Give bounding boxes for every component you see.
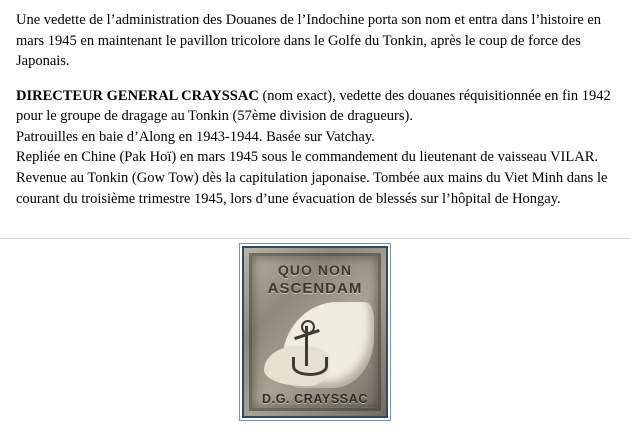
motto-word-1: QUO [278,262,313,278]
motto-word-2: NON [317,262,352,278]
motto-word-3: ASCENDAM [267,279,363,297]
history-line-1: Patrouilles en baie d’Along en 1943-1944. Basée sur Vatchay. [16,128,375,145]
plaque-image-area [0,239,630,440]
text-block [0,0,630,209]
plaque-surface [242,246,388,418]
ship-paragraph [16,86,614,127]
intro-paragraph: Une vedette de l’administration des Douanes de l’Indochine porta son nom et entra dans l’histoire en mars 1945 en maintenant le pavillon tricolore dans le Golfe du Tonkin, après le coup de force des Japonais. [16,12,602,70]
anchor-arms [292,357,328,376]
history-line-3: Revenue au Tonkin (Gow Tow) dès la capitulation japonaise. Tombée aux mains du Viet Minh dans le courant du troisième trimestre 1945, lors d’une évacuation de blessés sur l’hôpital de Hongay. [16,170,608,207]
ship-name: DIRECTEUR GENERAL CRAYSSAC [16,87,259,104]
plaque-frame [239,243,391,421]
plaque-artwork [254,296,376,388]
plaque-caption: D.G. CRAYSSAC [262,392,368,406]
anchor-icon [290,320,324,376]
history-line-2: Repliée en Chine (Pak Hoï) en mars 1945 sous le commandement du lieutenant de vaisseau VILAR. [16,149,599,166]
ship-name-detail: (nom exact), vedette des douanes réquisitionnée en fin 1942 pour le groupe de dragage au Tonkin (57ème division de dragueurs). [16,87,611,125]
plaque-motto [244,262,386,298]
